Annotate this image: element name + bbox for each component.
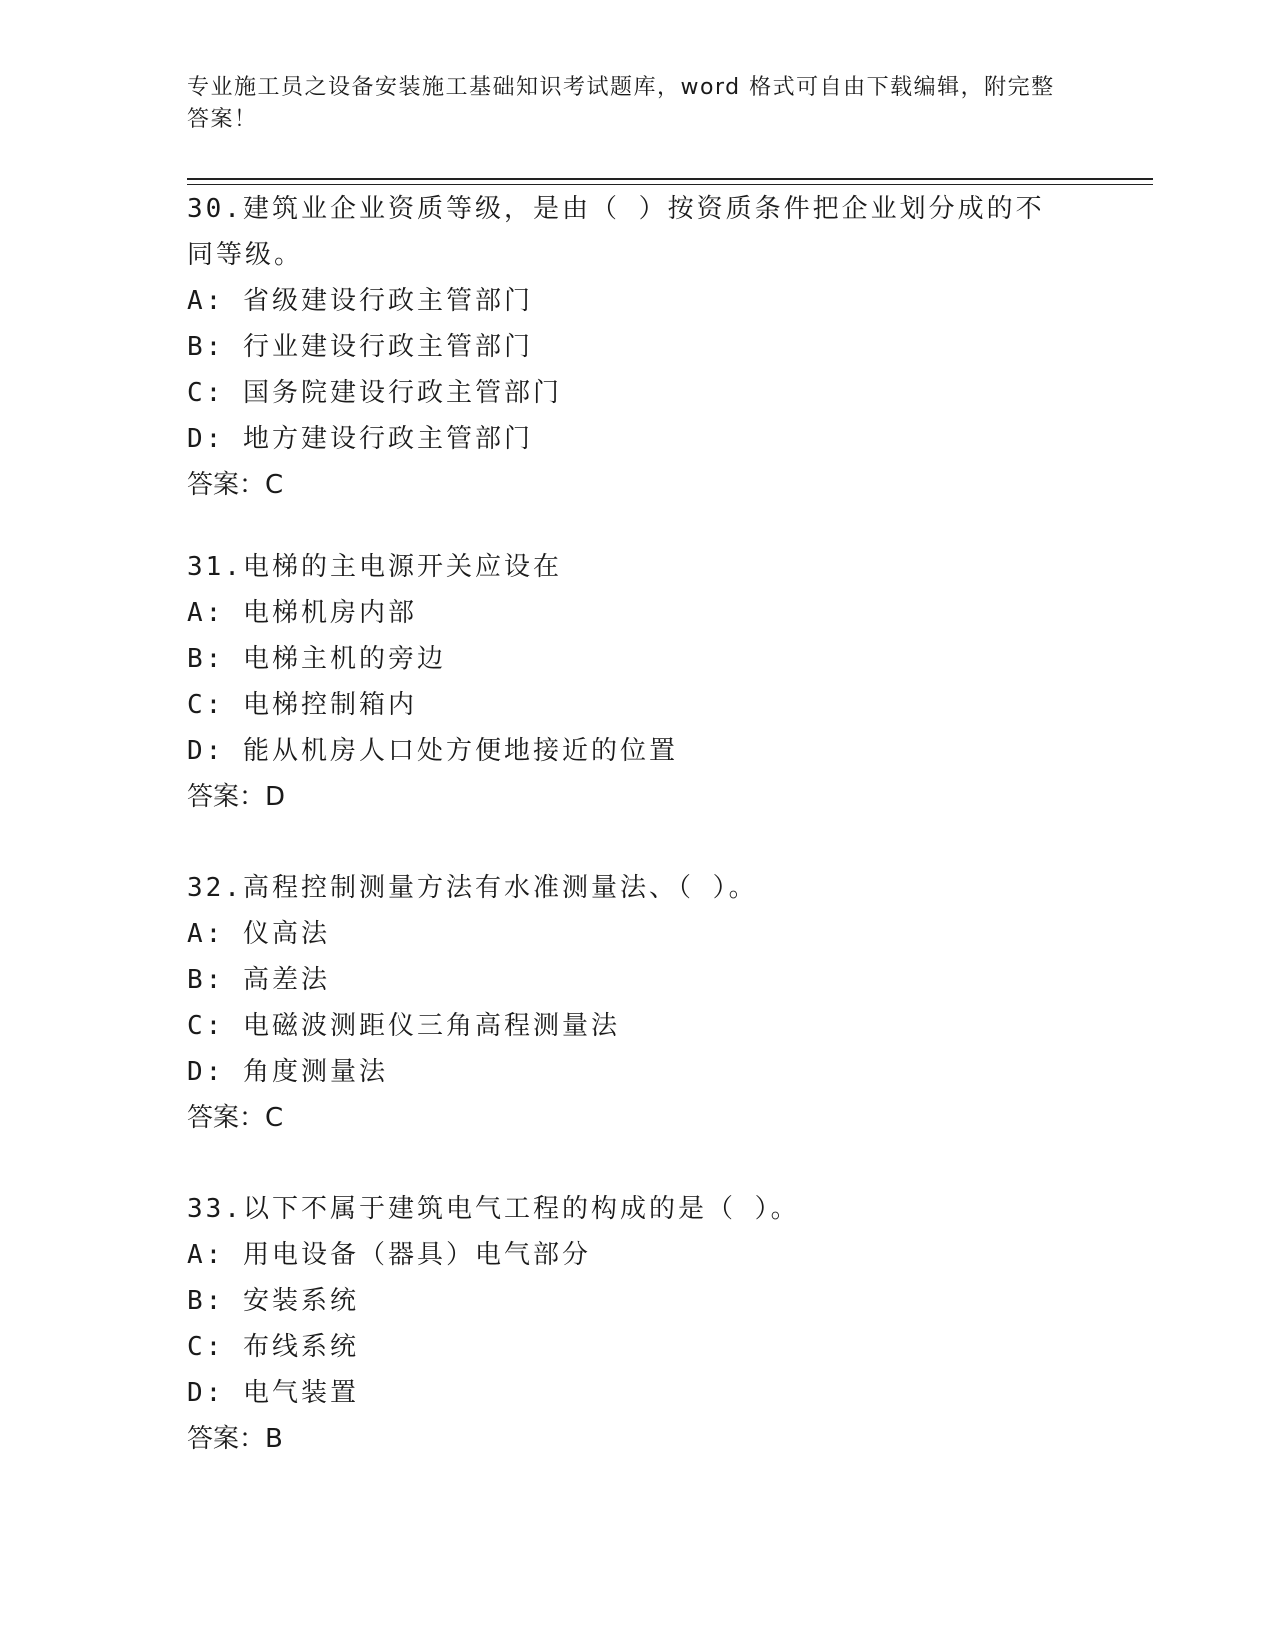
option-c: C: 电梯控制箱内 bbox=[187, 690, 417, 720]
question-item bbox=[187, 544, 1087, 820]
option-a: A: 仪高法 bbox=[187, 919, 330, 949]
option-a: A: 用电设备（器具）电气部分 bbox=[187, 1240, 591, 1270]
question-stem: 31.电梯的主电源开关应设在 bbox=[187, 552, 562, 582]
question-item bbox=[187, 865, 1087, 1141]
document-intro: 专业施工员之设备安装施工基础知识考试题库，word 格式可自由下载编辑，附完整答案！ bbox=[187, 75, 1055, 132]
option-c: C: 电磁波测距仪三角高程测量法 bbox=[187, 1011, 620, 1041]
option-b: B: 行业建设行政主管部门 bbox=[187, 332, 533, 362]
option-d: D: 电气装置 bbox=[187, 1378, 359, 1408]
header-divider-top bbox=[187, 178, 1153, 180]
option-c: C: 国务院建设行政主管部门 bbox=[187, 378, 562, 408]
answer-label: 答案：D bbox=[187, 782, 286, 812]
option-c: C: 布线系统 bbox=[187, 1332, 359, 1362]
answer-label: 答案：C bbox=[187, 1103, 284, 1133]
answer-label: 答案：B bbox=[187, 1424, 283, 1454]
option-a: A: 电梯机房内部 bbox=[187, 598, 417, 628]
question-stem: 33.以下不属于建筑电气工程的构成的是（ ）。 bbox=[187, 1194, 800, 1224]
option-d: D: 能从机房人口处方便地接近的位置 bbox=[187, 736, 678, 766]
option-d: D: 角度测量法 bbox=[187, 1057, 388, 1087]
question-stem: 30.建筑业企业资质等级，是由（ ）按资质条件把企业划分成的不同等级。 bbox=[187, 194, 1045, 270]
option-d: D: 地方建设行政主管部门 bbox=[187, 424, 533, 454]
option-b: B: 电梯主机的旁边 bbox=[187, 644, 446, 674]
option-b: B: 安装系统 bbox=[187, 1286, 359, 1316]
answer-label: 答案：C bbox=[187, 470, 284, 500]
question-stem: 32.高程控制测量方法有水准测量法、（ ）。 bbox=[187, 873, 758, 903]
question-item bbox=[187, 1186, 1087, 1462]
option-a: A: 省级建设行政主管部门 bbox=[187, 286, 533, 316]
question-item bbox=[187, 186, 1087, 508]
header-divider-bottom bbox=[187, 184, 1153, 185]
option-b: B: 高差法 bbox=[187, 965, 330, 995]
